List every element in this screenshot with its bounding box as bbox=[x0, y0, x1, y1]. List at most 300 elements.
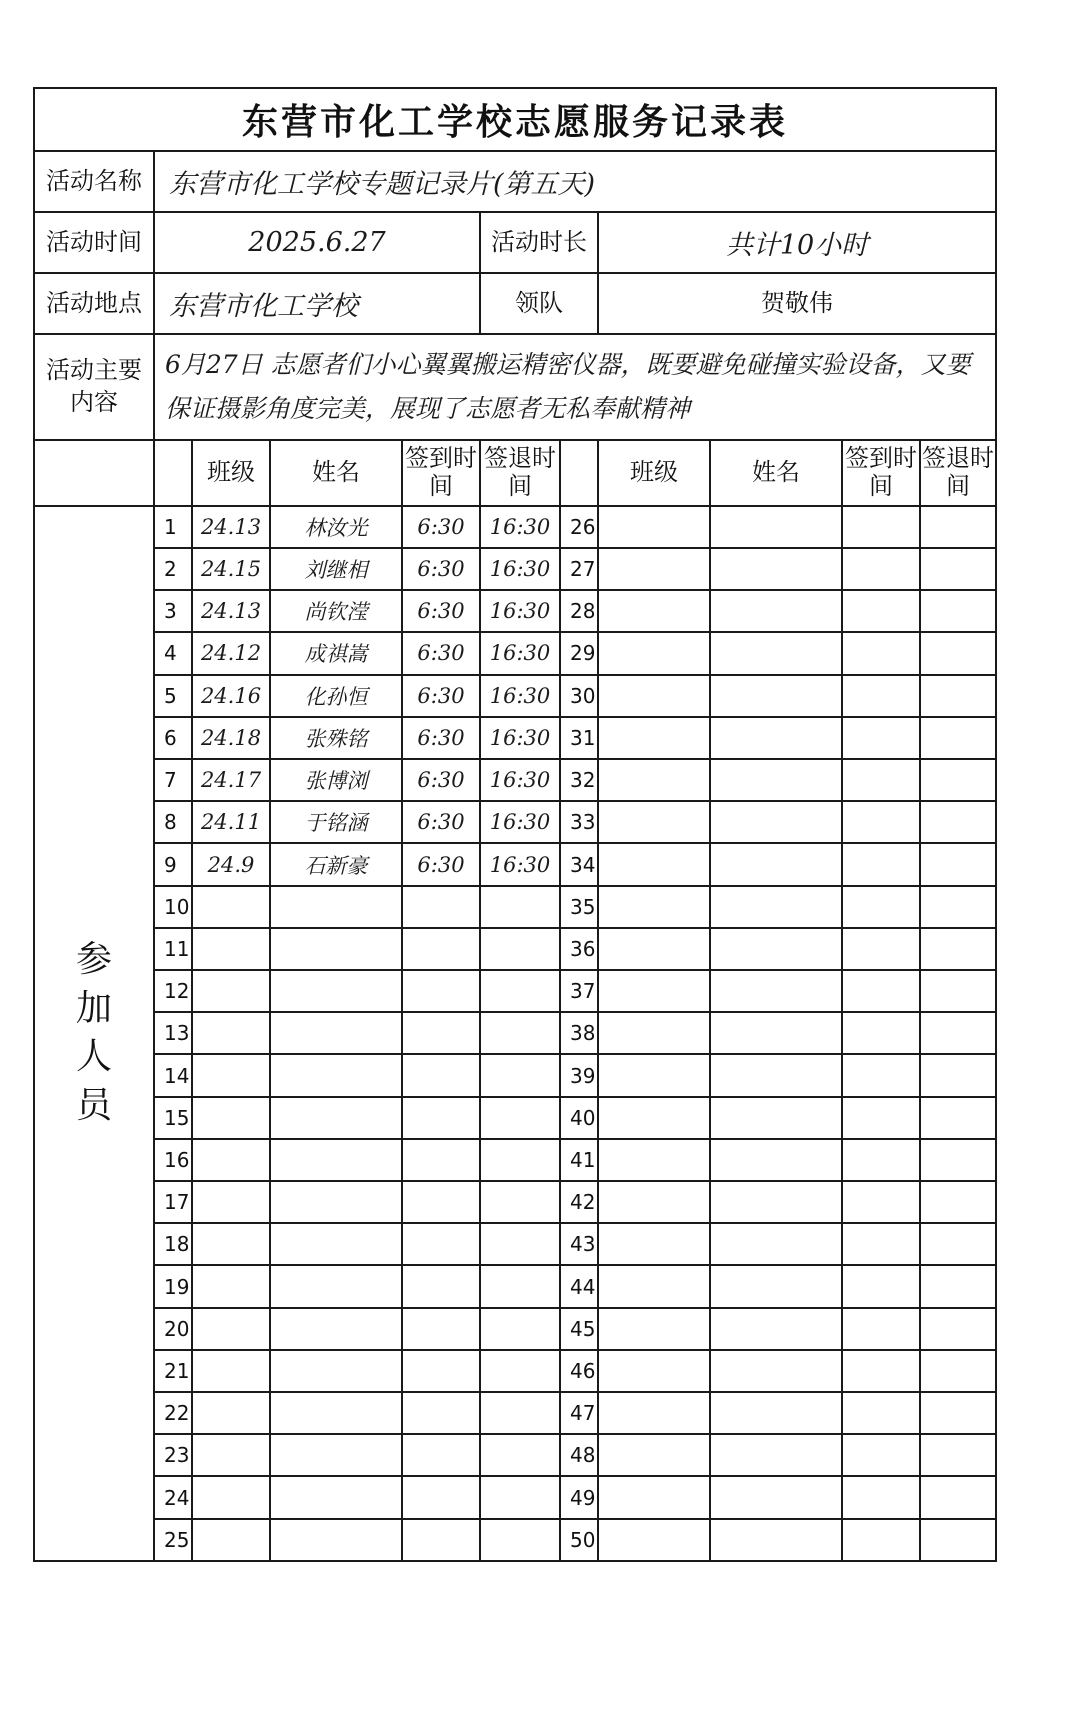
signin-cell: 6:30 bbox=[402, 506, 480, 548]
class-cell bbox=[598, 1012, 710, 1054]
class-cell bbox=[598, 1434, 710, 1476]
class-cell bbox=[192, 1012, 270, 1054]
signin-cell bbox=[402, 928, 480, 970]
participant-row bbox=[34, 801, 996, 843]
main-content-label: 活动主要内容 bbox=[34, 334, 154, 440]
participant-row bbox=[34, 1476, 996, 1518]
row-number: 42 bbox=[560, 1181, 598, 1223]
name-cell: 刘继相 bbox=[270, 548, 402, 590]
column-header-signout: 签退时间 bbox=[480, 440, 560, 506]
signin-cell bbox=[842, 632, 920, 674]
name-cell bbox=[270, 928, 402, 970]
record-table bbox=[33, 87, 997, 1562]
class-cell bbox=[598, 886, 710, 928]
signin-cell bbox=[842, 1054, 920, 1096]
class-cell bbox=[192, 1054, 270, 1096]
name-cell bbox=[710, 1434, 842, 1476]
class-cell bbox=[598, 590, 710, 632]
signin-cell bbox=[402, 1308, 480, 1350]
signout-cell bbox=[920, 843, 996, 885]
signin-cell bbox=[402, 1097, 480, 1139]
signin-cell bbox=[842, 1265, 920, 1307]
signin-cell bbox=[842, 1434, 920, 1476]
signin-cell: 6:30 bbox=[402, 590, 480, 632]
participants-label: 参加人员 bbox=[34, 506, 154, 1561]
class-cell bbox=[192, 1519, 270, 1561]
row-number: 34 bbox=[560, 843, 598, 885]
row-number: 9 bbox=[154, 843, 192, 885]
signout-cell bbox=[480, 1265, 560, 1307]
row-number: 20 bbox=[154, 1308, 192, 1350]
name-cell: 林汝光 bbox=[270, 506, 402, 548]
name-cell bbox=[710, 632, 842, 674]
participant-row bbox=[34, 675, 996, 717]
row-number: 35 bbox=[560, 886, 598, 928]
name-cell bbox=[270, 1181, 402, 1223]
class-cell bbox=[598, 1181, 710, 1223]
activity-time-value: 2025.6.27 bbox=[154, 212, 480, 273]
name-cell: 于铭涵 bbox=[270, 801, 402, 843]
signout-cell bbox=[480, 1223, 560, 1265]
signin-cell bbox=[842, 1223, 920, 1265]
class-cell bbox=[598, 506, 710, 548]
signout-cell bbox=[920, 1265, 996, 1307]
name-cell bbox=[710, 1139, 842, 1181]
row-number: 8 bbox=[154, 801, 192, 843]
signin-cell bbox=[842, 1392, 920, 1434]
class-cell: 24.16 bbox=[192, 675, 270, 717]
signin-cell: 6:30 bbox=[402, 548, 480, 590]
name-cell bbox=[710, 675, 842, 717]
column-header-signin: 签到时间 bbox=[402, 440, 480, 506]
class-cell bbox=[598, 1519, 710, 1561]
signout-cell bbox=[920, 801, 996, 843]
participant-row bbox=[34, 1223, 996, 1265]
class-cell bbox=[598, 1350, 710, 1392]
name-cell bbox=[710, 1012, 842, 1054]
volunteer-record-sheet bbox=[33, 87, 995, 1562]
name-cell: 化孙恒 bbox=[270, 675, 402, 717]
participant-row bbox=[34, 1012, 996, 1054]
signout-cell bbox=[920, 886, 996, 928]
column-header-name: 姓名 bbox=[270, 440, 402, 506]
name-cell bbox=[710, 717, 842, 759]
name-cell bbox=[710, 970, 842, 1012]
participant-row bbox=[34, 970, 996, 1012]
name-cell: 张博浏 bbox=[270, 759, 402, 801]
signin-cell bbox=[402, 1476, 480, 1518]
participant-row bbox=[34, 1392, 996, 1434]
signout-cell bbox=[920, 590, 996, 632]
name-cell bbox=[710, 1265, 842, 1307]
signin-cell bbox=[842, 1519, 920, 1561]
class-cell bbox=[598, 928, 710, 970]
signout-cell bbox=[920, 717, 996, 759]
name-cell bbox=[710, 801, 842, 843]
activity-name-value: 东营市化工学校专题记录片(第五天) bbox=[154, 151, 996, 212]
class-cell bbox=[192, 1476, 270, 1518]
signin-cell bbox=[402, 1265, 480, 1307]
signout-cell bbox=[480, 1519, 560, 1561]
signout-cell: 16:30 bbox=[480, 506, 560, 548]
signout-cell: 16:30 bbox=[480, 801, 560, 843]
signin-cell bbox=[402, 970, 480, 1012]
activity-time-label: 活动时间 bbox=[34, 212, 154, 273]
row-number: 14 bbox=[154, 1054, 192, 1096]
signout-cell bbox=[920, 1012, 996, 1054]
row-number: 17 bbox=[154, 1181, 192, 1223]
signin-cell bbox=[842, 1097, 920, 1139]
row-number: 45 bbox=[560, 1308, 598, 1350]
name-cell bbox=[710, 843, 842, 885]
name-cell bbox=[710, 1181, 842, 1223]
class-cell bbox=[598, 1308, 710, 1350]
class-cell bbox=[192, 970, 270, 1012]
name-cell: 张殊铭 bbox=[270, 717, 402, 759]
name-cell bbox=[710, 590, 842, 632]
row-number: 22 bbox=[154, 1392, 192, 1434]
name-cell bbox=[710, 506, 842, 548]
class-cell bbox=[598, 1139, 710, 1181]
name-cell bbox=[710, 886, 842, 928]
signout-cell bbox=[480, 1181, 560, 1223]
name-cell bbox=[270, 1223, 402, 1265]
class-cell: 24.13 bbox=[192, 590, 270, 632]
activity-location-label: 活动地点 bbox=[34, 273, 154, 334]
signin-cell: 6:30 bbox=[402, 843, 480, 885]
row-number: 16 bbox=[154, 1139, 192, 1181]
row-number: 39 bbox=[560, 1054, 598, 1096]
signin-cell bbox=[842, 1012, 920, 1054]
row-number: 49 bbox=[560, 1476, 598, 1518]
participant-row bbox=[34, 1350, 996, 1392]
row-number: 3 bbox=[154, 590, 192, 632]
row-number: 26 bbox=[560, 506, 598, 548]
name-cell bbox=[710, 1519, 842, 1561]
class-cell bbox=[192, 1265, 270, 1307]
class-cell bbox=[598, 1223, 710, 1265]
signout-cell: 16:30 bbox=[480, 548, 560, 590]
class-cell bbox=[598, 1392, 710, 1434]
class-cell bbox=[598, 1265, 710, 1307]
signin-cell bbox=[842, 1181, 920, 1223]
signin-cell bbox=[842, 1350, 920, 1392]
signin-cell bbox=[842, 843, 920, 885]
signout-cell bbox=[920, 1350, 996, 1392]
signout-cell bbox=[920, 675, 996, 717]
name-cell bbox=[710, 759, 842, 801]
main-content-value: 6月27日 志愿者们小心翼翼搬运精密仪器，既要避免碰撞实验设备，又要保证摄影角度完美，展现了志愿者无私奉献精神 bbox=[154, 334, 996, 440]
signin-cell bbox=[842, 1476, 920, 1518]
signout-cell bbox=[480, 1054, 560, 1096]
class-cell: 24.9 bbox=[192, 843, 270, 885]
participant-row bbox=[34, 506, 996, 548]
signout-cell bbox=[920, 548, 996, 590]
row-number: 48 bbox=[560, 1434, 598, 1476]
row-number: 50 bbox=[560, 1519, 598, 1561]
signin-cell bbox=[842, 801, 920, 843]
name-cell bbox=[270, 970, 402, 1012]
row-number: 2 bbox=[154, 548, 192, 590]
class-cell bbox=[598, 548, 710, 590]
row-number: 43 bbox=[560, 1223, 598, 1265]
class-cell: 24.17 bbox=[192, 759, 270, 801]
name-cell bbox=[270, 1012, 402, 1054]
participant-row bbox=[34, 1434, 996, 1476]
participant-row bbox=[34, 548, 996, 590]
signin-cell bbox=[402, 1392, 480, 1434]
signin-cell bbox=[842, 928, 920, 970]
column-header-class: 班级 bbox=[598, 440, 710, 506]
signout-cell bbox=[920, 1223, 996, 1265]
class-cell bbox=[192, 1308, 270, 1350]
signin-cell bbox=[402, 1054, 480, 1096]
signin-cell: 6:30 bbox=[402, 717, 480, 759]
signin-cell bbox=[402, 1181, 480, 1223]
team-leader-label: 领队 bbox=[480, 273, 598, 334]
row-number: 25 bbox=[154, 1519, 192, 1561]
signin-cell bbox=[842, 717, 920, 759]
signin-cell bbox=[402, 1012, 480, 1054]
signin-cell: 6:30 bbox=[402, 801, 480, 843]
header-blank-cell bbox=[154, 440, 192, 506]
class-cell bbox=[192, 1223, 270, 1265]
row-number: 19 bbox=[154, 1265, 192, 1307]
page-title: 东营市化工学校志愿服务记录表 bbox=[34, 88, 996, 151]
signout-cell bbox=[480, 1350, 560, 1392]
signin-cell bbox=[842, 1308, 920, 1350]
participant-row bbox=[34, 1519, 996, 1561]
column-header-name: 姓名 bbox=[710, 440, 842, 506]
column-header-signin: 签到时间 bbox=[842, 440, 920, 506]
signout-cell: 16:30 bbox=[480, 717, 560, 759]
signout-cell: 16:30 bbox=[480, 590, 560, 632]
name-cell bbox=[710, 1308, 842, 1350]
signout-cell bbox=[480, 1308, 560, 1350]
class-cell bbox=[192, 1392, 270, 1434]
class-cell bbox=[598, 717, 710, 759]
participant-row bbox=[34, 1054, 996, 1096]
name-cell bbox=[710, 928, 842, 970]
row-number: 5 bbox=[154, 675, 192, 717]
class-cell bbox=[192, 1434, 270, 1476]
name-cell bbox=[710, 1054, 842, 1096]
signin-cell bbox=[402, 1350, 480, 1392]
name-cell: 石新豪 bbox=[270, 843, 402, 885]
column-header-signout: 签退时间 bbox=[920, 440, 996, 506]
signout-cell: 16:30 bbox=[480, 675, 560, 717]
row-number: 7 bbox=[154, 759, 192, 801]
participant-row bbox=[34, 1139, 996, 1181]
signout-cell bbox=[480, 1476, 560, 1518]
row-number: 46 bbox=[560, 1350, 598, 1392]
participant-row bbox=[34, 1097, 996, 1139]
signin-cell bbox=[402, 1434, 480, 1476]
row-number: 24 bbox=[154, 1476, 192, 1518]
participant-row bbox=[34, 928, 996, 970]
signin-cell bbox=[842, 675, 920, 717]
row-number: 15 bbox=[154, 1097, 192, 1139]
class-cell bbox=[598, 675, 710, 717]
signout-cell bbox=[480, 1012, 560, 1054]
name-cell bbox=[270, 886, 402, 928]
header-blank-cell bbox=[560, 440, 598, 506]
signin-cell bbox=[402, 1139, 480, 1181]
signout-cell bbox=[480, 1097, 560, 1139]
activity-duration-value: 共计10小时 bbox=[598, 212, 996, 273]
name-cell bbox=[270, 1097, 402, 1139]
row-number: 28 bbox=[560, 590, 598, 632]
name-cell bbox=[270, 1054, 402, 1096]
row-number: 41 bbox=[560, 1139, 598, 1181]
name-cell bbox=[270, 1519, 402, 1561]
name-cell: 尚钦滢 bbox=[270, 590, 402, 632]
row-number: 4 bbox=[154, 632, 192, 674]
signout-cell bbox=[920, 1476, 996, 1518]
signout-cell bbox=[920, 1308, 996, 1350]
signin-cell bbox=[842, 1139, 920, 1181]
class-cell bbox=[192, 886, 270, 928]
name-cell bbox=[270, 1139, 402, 1181]
class-cell bbox=[598, 970, 710, 1012]
signout-cell bbox=[920, 506, 996, 548]
signin-cell bbox=[402, 886, 480, 928]
column-header-class: 班级 bbox=[192, 440, 270, 506]
participant-row bbox=[34, 1265, 996, 1307]
participant-row bbox=[34, 632, 996, 674]
class-cell bbox=[598, 1054, 710, 1096]
name-cell bbox=[710, 548, 842, 590]
signout-cell bbox=[920, 1519, 996, 1561]
class-cell: 24.13 bbox=[192, 506, 270, 548]
row-number: 40 bbox=[560, 1097, 598, 1139]
signout-cell bbox=[480, 970, 560, 1012]
row-number: 29 bbox=[560, 632, 598, 674]
row-number: 33 bbox=[560, 801, 598, 843]
signout-cell bbox=[920, 632, 996, 674]
signin-cell bbox=[842, 548, 920, 590]
signout-cell bbox=[480, 1139, 560, 1181]
class-cell bbox=[598, 1476, 710, 1518]
signout-cell bbox=[920, 970, 996, 1012]
class-cell: 24.12 bbox=[192, 632, 270, 674]
signin-cell: 6:30 bbox=[402, 632, 480, 674]
row-number: 13 bbox=[154, 1012, 192, 1054]
row-number: 23 bbox=[154, 1434, 192, 1476]
name-cell bbox=[270, 1476, 402, 1518]
row-number: 12 bbox=[154, 970, 192, 1012]
name-cell bbox=[710, 1350, 842, 1392]
row-number: 32 bbox=[560, 759, 598, 801]
row-number: 31 bbox=[560, 717, 598, 759]
name-cell bbox=[270, 1308, 402, 1350]
row-number: 18 bbox=[154, 1223, 192, 1265]
row-number: 1 bbox=[154, 506, 192, 548]
row-number: 47 bbox=[560, 1392, 598, 1434]
class-cell bbox=[192, 1097, 270, 1139]
signin-cell: 6:30 bbox=[402, 675, 480, 717]
signout-cell bbox=[920, 1097, 996, 1139]
signout-cell bbox=[920, 1181, 996, 1223]
signout-cell bbox=[920, 759, 996, 801]
name-cell bbox=[270, 1265, 402, 1307]
signin-cell: 6:30 bbox=[402, 759, 480, 801]
row-number: 44 bbox=[560, 1265, 598, 1307]
participant-row bbox=[34, 1308, 996, 1350]
class-cell bbox=[192, 1181, 270, 1223]
class-cell bbox=[598, 1097, 710, 1139]
row-number: 38 bbox=[560, 1012, 598, 1054]
activity-name-label: 活动名称 bbox=[34, 151, 154, 212]
signout-cell bbox=[920, 1392, 996, 1434]
header-blank-cell bbox=[34, 440, 154, 506]
name-cell bbox=[270, 1392, 402, 1434]
signout-cell: 16:30 bbox=[480, 759, 560, 801]
class-cell bbox=[598, 759, 710, 801]
class-cell: 24.15 bbox=[192, 548, 270, 590]
row-number: 36 bbox=[560, 928, 598, 970]
name-cell bbox=[710, 1476, 842, 1518]
activity-location-value: 东营市化工学校 bbox=[154, 273, 480, 334]
class-cell: 24.11 bbox=[192, 801, 270, 843]
activity-duration-label: 活动时长 bbox=[480, 212, 598, 273]
class-cell bbox=[598, 801, 710, 843]
signin-cell bbox=[842, 759, 920, 801]
participant-row bbox=[34, 717, 996, 759]
signout-cell: 16:30 bbox=[480, 843, 560, 885]
signin-cell bbox=[842, 506, 920, 548]
participant-row bbox=[34, 886, 996, 928]
class-cell: 24.18 bbox=[192, 717, 270, 759]
name-cell bbox=[710, 1097, 842, 1139]
signout-cell bbox=[480, 928, 560, 970]
row-number: 30 bbox=[560, 675, 598, 717]
signout-cell bbox=[480, 886, 560, 928]
participant-row bbox=[34, 759, 996, 801]
row-number: 21 bbox=[154, 1350, 192, 1392]
class-cell bbox=[598, 632, 710, 674]
signout-cell bbox=[920, 1139, 996, 1181]
class-cell bbox=[598, 843, 710, 885]
signout-cell bbox=[920, 1054, 996, 1096]
row-number: 11 bbox=[154, 928, 192, 970]
signin-cell bbox=[842, 590, 920, 632]
participant-row bbox=[34, 590, 996, 632]
row-number: 10 bbox=[154, 886, 192, 928]
signin-cell bbox=[402, 1519, 480, 1561]
signout-cell bbox=[920, 928, 996, 970]
name-cell bbox=[270, 1350, 402, 1392]
name-cell: 成祺嵩 bbox=[270, 632, 402, 674]
name-cell bbox=[710, 1392, 842, 1434]
row-number: 37 bbox=[560, 970, 598, 1012]
class-cell bbox=[192, 1139, 270, 1181]
team-leader-value: 贺敬伟 bbox=[598, 273, 996, 334]
signin-cell bbox=[842, 886, 920, 928]
signout-cell bbox=[920, 1434, 996, 1476]
signout-cell bbox=[480, 1434, 560, 1476]
name-cell bbox=[270, 1434, 402, 1476]
signin-cell bbox=[842, 970, 920, 1012]
signout-cell: 16:30 bbox=[480, 632, 560, 674]
signout-cell bbox=[480, 1392, 560, 1434]
signin-cell bbox=[402, 1223, 480, 1265]
class-cell bbox=[192, 1350, 270, 1392]
participant-row bbox=[34, 1181, 996, 1223]
name-cell bbox=[710, 1223, 842, 1265]
participant-row bbox=[34, 843, 996, 885]
row-number: 27 bbox=[560, 548, 598, 590]
